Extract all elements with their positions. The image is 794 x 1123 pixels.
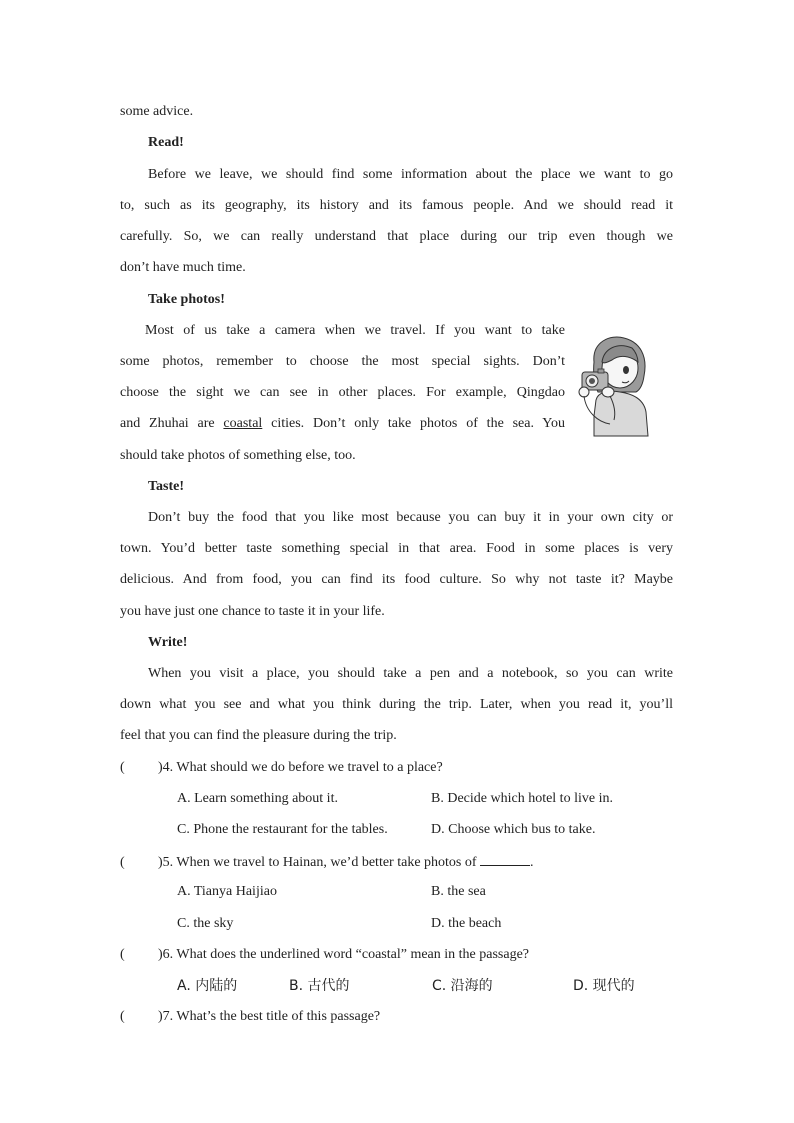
- section-heading-read: Read!: [148, 135, 184, 150]
- option-c[interactable]: C. Phone the restaurant for the tables.: [177, 822, 388, 837]
- paragraph-line: down what you see and what you think during the trip. Later, when you read it, you’ll: [120, 697, 673, 712]
- answer-blank-open[interactable]: (: [120, 855, 125, 870]
- answer-blank-open[interactable]: (: [120, 1009, 125, 1024]
- girl-with-camera-icon: [574, 332, 658, 440]
- paragraph-line: to, such as its geography, its history and its famous people. And we should read it: [120, 198, 673, 213]
- question-number: )5.: [158, 855, 174, 870]
- question-text: What should we do before we travel to a place?: [176, 760, 443, 775]
- option-b[interactable]: B. the sea: [431, 884, 486, 899]
- paragraph-line-coastal: [120, 414, 565, 434]
- paragraph-line: carefully. So, we can really understand that place during our trip even though we: [120, 229, 673, 244]
- question-number: )6.: [158, 947, 174, 962]
- paragraph-line: Before we leave, we should find some information about the place we want to go: [148, 167, 673, 182]
- option-d[interactable]: D. Choose which bus to take.: [431, 822, 596, 837]
- section-heading-take-photos: Take photos!: [148, 292, 225, 307]
- section-heading-write: Write!: [148, 635, 188, 650]
- option-b[interactable]: B. 古代的: [289, 978, 350, 994]
- option-d[interactable]: D. the beach: [431, 916, 502, 931]
- paragraph-line: town. You’d better taste something special in that area. Food in some places is very: [120, 541, 673, 556]
- question-6: [120, 945, 529, 965]
- coastal-line-before: and Zhuhai are: [120, 416, 224, 431]
- paragraph-line: don’t have much time.: [120, 260, 246, 275]
- paragraph-line: Don’t buy the food that you like most because you can buy it in your own city or: [148, 510, 673, 525]
- option-d[interactable]: D. 现代的: [573, 978, 635, 994]
- paragraph-line: should take photos of something else, too.: [120, 448, 356, 463]
- option-a[interactable]: A. Tianya Haijiao: [177, 884, 277, 899]
- coastal-line-after: cities. Don’t only take photos of the sea. You: [262, 416, 565, 431]
- question-text-end: .: [530, 855, 534, 870]
- intro-tail-text: some advice.: [120, 104, 194, 119]
- option-a[interactable]: A. Learn something about it.: [177, 791, 338, 806]
- fill-in-blank: [480, 851, 530, 866]
- paragraph-line: some photos, remember to choose the most special sights. Don’t: [120, 354, 565, 369]
- answer-blank-open[interactable]: (: [120, 760, 125, 775]
- question-5: [120, 851, 534, 873]
- question-7: [120, 1007, 380, 1027]
- paragraph-line: When you visit a place, you should take a pen and a notebook, so you can write: [148, 666, 673, 681]
- section-heading-taste: Taste!: [148, 479, 185, 494]
- answer-blank-open[interactable]: (: [120, 947, 125, 962]
- question-text: What’s the best title of this passage?: [176, 1009, 381, 1024]
- paragraph-line: you have just one chance to taste it in your life.: [120, 604, 385, 619]
- underlined-word-coastal: coastal: [223, 416, 263, 431]
- question-text: What does the underlined word “coastal” mean in the passage?: [176, 947, 530, 962]
- question-number: )7.: [158, 1009, 174, 1024]
- paragraph-line: choose the sight we can see in other places. For example, Qingdao: [120, 385, 565, 400]
- question-text: When we travel to Hainan, we’d better take photos of: [176, 855, 477, 870]
- paragraph-line: feel that you can find the pleasure during the trip.: [120, 728, 397, 743]
- question-4: [120, 758, 443, 778]
- option-b[interactable]: B. Decide which hotel to live in.: [431, 791, 613, 806]
- option-c[interactable]: C. the sky: [177, 916, 234, 931]
- option-c[interactable]: C. 沿海的: [432, 978, 493, 994]
- paragraph-line: Most of us take a camera when we travel. If you want to take: [145, 323, 565, 338]
- option-a[interactable]: A. 内陆的: [177, 978, 238, 994]
- question-number: )4.: [158, 760, 174, 775]
- paragraph-line: delicious. And from food, you can find its food culture. So why not taste it? Maybe: [120, 572, 673, 587]
